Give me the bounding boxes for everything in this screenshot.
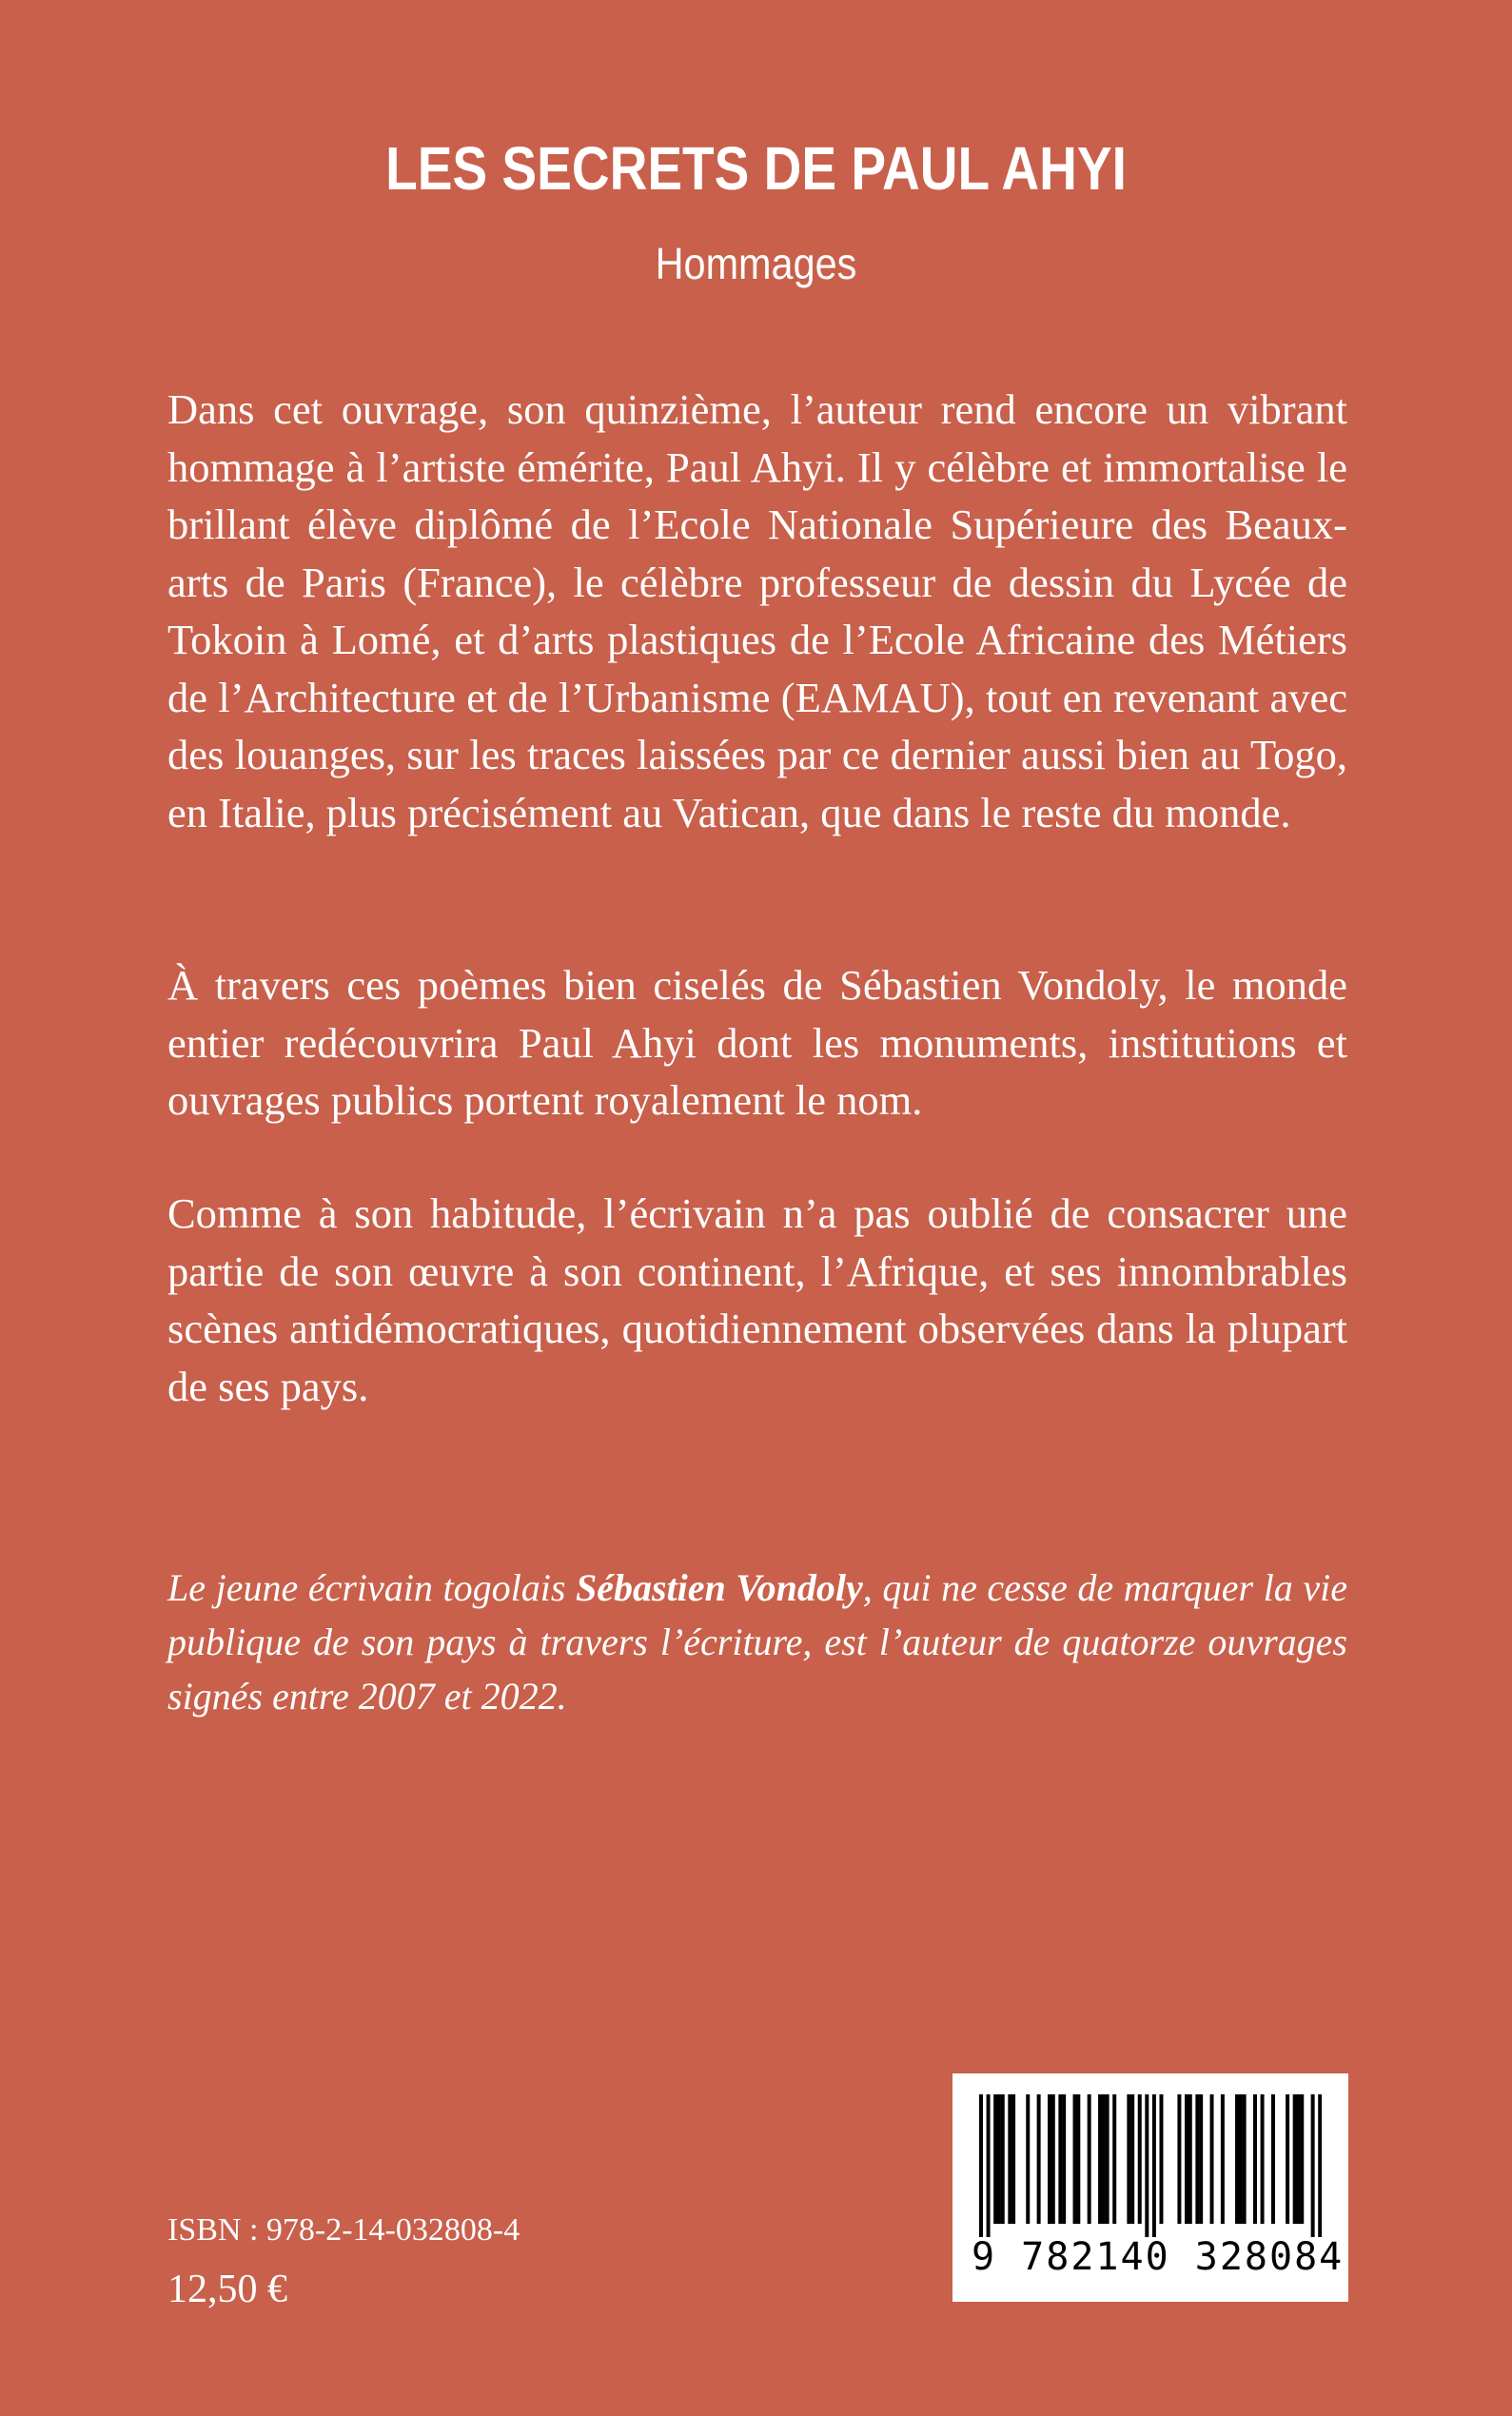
- barcode-bar: [1243, 2094, 1247, 2224]
- price-text: 12,50 €: [167, 2268, 287, 2311]
- barcode-bar: [987, 2094, 991, 2237]
- barcode-bar: [1062, 2094, 1066, 2224]
- barcode-bar: [1130, 2094, 1134, 2224]
- barcode-bar: [1127, 2094, 1130, 2224]
- author-name: Sébastien Vondoly: [575, 1566, 863, 1609]
- barcode: [952, 2073, 1348, 2302]
- barcode-bar: [1318, 2094, 1322, 2237]
- barcode-bar: [1073, 2094, 1077, 2224]
- barcode-bar: [1296, 2094, 1300, 2224]
- barcode-bar: [1088, 2094, 1091, 2224]
- author-bio-intro: Le jeune écrivain togolais: [167, 1566, 576, 1609]
- barcode-bar: [1106, 2094, 1109, 2224]
- barcode-bar: [1037, 2094, 1041, 2224]
- book-subtitle: Hommages: [655, 239, 857, 288]
- barcode-bars: [979, 2094, 1322, 2237]
- barcode-bar: [1152, 2094, 1156, 2237]
- barcode-bar: [1098, 2094, 1102, 2224]
- barcode-bar: [1185, 2094, 1188, 2224]
- barcode-bar: [979, 2094, 983, 2237]
- barcode-bar: [993, 2094, 997, 2224]
- barcode-bar: [1102, 2094, 1106, 2224]
- barcode-bar: [1253, 2094, 1257, 2224]
- barcode-bar: [1221, 2094, 1225, 2224]
- barcode-bar: [1138, 2094, 1142, 2224]
- barcode-bar: [1177, 2094, 1181, 2224]
- barcode-bar: [997, 2094, 1001, 2224]
- barcode-bar: [1076, 2094, 1080, 2224]
- barcode-bar: [1261, 2094, 1265, 2224]
- barcode-bar: [1058, 2094, 1062, 2224]
- author-bio-rest: , qui ne cesse de marquer la vie publique de son pays à travers l’écriture, est l’auteur de quatorze ouvrages signés entre 2007 et 2022.: [167, 1566, 1347, 1718]
- barcode-bar: [1199, 2094, 1203, 2224]
- barcode-bar: [1112, 2094, 1116, 2224]
- barcode-bar: [1195, 2094, 1199, 2224]
- barcode-bar: [1051, 2094, 1055, 2224]
- summary-paragraph-3: Comme à son habitude, l’écrivain n’a pas oublié de consacrer une partie de son œuvre à son continent, l’Afrique, et ses innombrables scènes antidémocratiques, quotidiennement observées dans la plupart de ses pays.: [167, 1189, 1347, 1410]
- barcode-bar: [1210, 2094, 1214, 2224]
- barcode-bar: [1159, 2094, 1163, 2224]
- barcode-bar: [1026, 2094, 1030, 2224]
- barcode-bar: [1188, 2094, 1192, 2224]
- barcode-bar: [1286, 2094, 1289, 2224]
- summary-paragraph-2: À travers ces poèmes bien ciselés de Sébastien Vondoly, le monde entier redécouvrira Paul Ahyi dont les monuments, institutions et ouvrages publics portent royalement le nom.: [167, 961, 1347, 1124]
- barcode-bar: [1311, 2094, 1315, 2237]
- barcode-bar: [1300, 2094, 1304, 2224]
- barcode-bar: [1145, 2094, 1149, 2237]
- barcode-bar: [1011, 2094, 1015, 2224]
- isbn-text: ISBN : 978-2-14-032808-4: [167, 2212, 520, 2248]
- barcode-bar: [1008, 2094, 1011, 2224]
- barcode-bar: [1235, 2094, 1239, 2224]
- summary-paragraph-1: Dans cet ouvrage, son quinzième, l’auteur rend encore un vibrant hommage à l’artiste émérite, Paul Ahyi. Il y célèbre et immortalise le brillant élève diplômé de l’Ecole Nationale Supérieure des Beaux-arts de Paris (France), le célèbre professeur de dessin du Lycée de Tokoin à Lomé, et d’arts plastiques de l’Ecole Africaine des Métiers de l’Architecture et de l’Urbanisme (EAMAU), tout en revenant avec des louanges, sur les traces laissées par ce dernier aussi bien au Togo, en Italie, plus précisément au Vatican, que dans le reste du monde.: [167, 385, 1347, 836]
- barcode-bar: [1001, 2094, 1005, 2224]
- book-title: LES SECRETS DE PAUL AHYI: [385, 134, 1127, 203]
- barcode-number: 9 782140 328084: [972, 2235, 1345, 2279]
- barcode-bar: [1048, 2094, 1051, 2224]
- author-bio: [167, 1561, 1347, 1723]
- barcode-bar: [1293, 2094, 1297, 2224]
- barcode-bar: [1271, 2094, 1275, 2224]
- barcode-bar: [1239, 2094, 1243, 2224]
